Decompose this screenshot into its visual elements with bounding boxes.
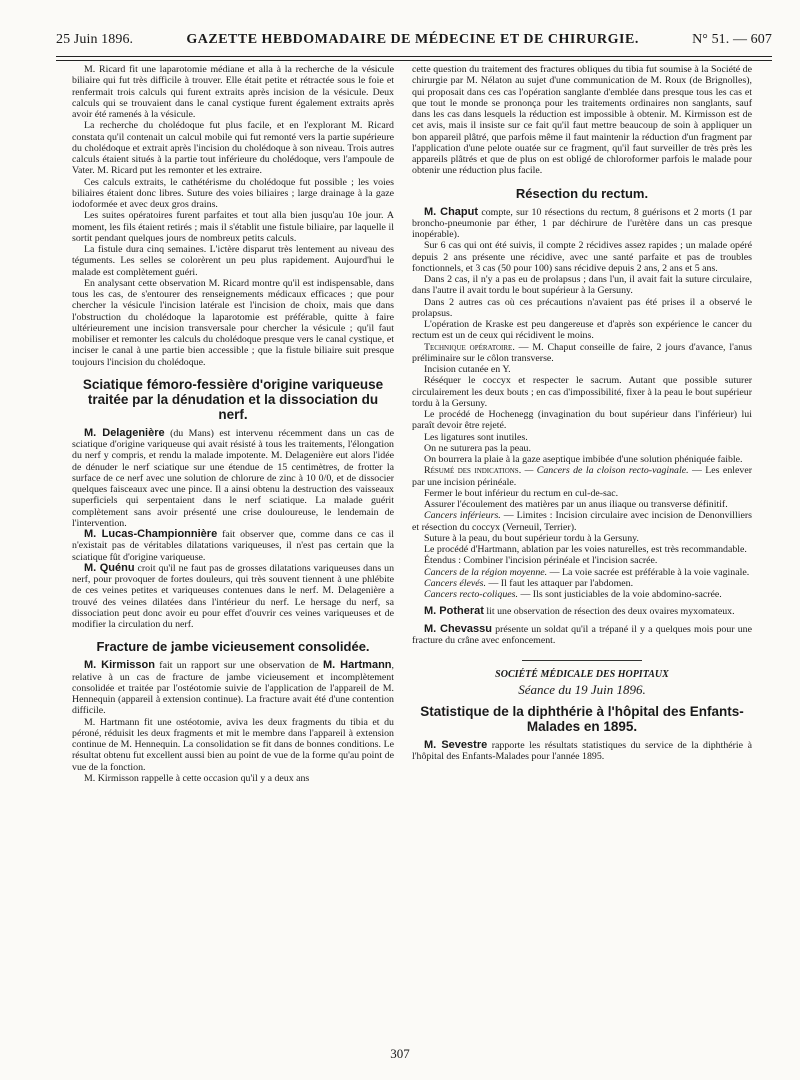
header-rule bbox=[56, 56, 772, 61]
paragraph-text: croit qu'il ne faut pas de grosses dilatations variqueuses dans un nerf, pour provoquer de fortes douleurs, qui très souvent tiennent à une phlébite de ces veines petites et variqueuses contenues dans le nerf. M. Delagenière a trouvé des veines dilatées dans l'intérieur du nerf. Le hersage du nerf, sa dissociation peut donc avoir eu pour effet d'ouvrir ces veines variqueuses et de modifier la circulation du nerf. bbox=[72, 562, 395, 630]
italic-text: — Cancers de la cloison recto-vaginale. bbox=[521, 465, 689, 477]
paragraph bbox=[412, 578, 752, 589]
run-in-label: Résumé des indications. bbox=[424, 465, 522, 477]
paragraph-text: rapporte les résultats statistiques du service de la diphthérie à l'hôpital des Enfants-Malades pour l'année 1895. bbox=[412, 739, 752, 762]
paragraph: Réséquer le coccyx et respecter le sacrum. Autant que possible suturer circulairement les deux bouts ; en cas d'impossibilité, fixer à la peau le bout supérieur tordu à la Gersuny. bbox=[412, 375, 752, 409]
paragraph bbox=[412, 207, 752, 241]
italic-text: Cancers de la région moyenne. bbox=[424, 566, 548, 578]
page-folio: 307 bbox=[390, 1046, 410, 1061]
paragraph: On ne suturera pas la peau. bbox=[424, 442, 531, 454]
paragraph-text: fait observer que, comme dans ce cas il n'existait pas de véritables dilatations variqueuses, il n'est pas certain que la sciatique fût d'origine variqueuse. bbox=[72, 529, 395, 563]
section-heading-rectum: Résection du rectum. bbox=[515, 185, 649, 201]
paragraph: On bourrera la plaie à la gaze aseptique imbibée d'une solution phéniquée faible. bbox=[424, 454, 743, 465]
author-name: M. Potherat bbox=[424, 605, 484, 618]
paragraph-text: — Les enlever par une incision périnéale. bbox=[412, 465, 752, 488]
author-name: M. Chaput bbox=[424, 205, 479, 218]
right-column bbox=[412, 64, 752, 762]
author-name: M. Kirmisson bbox=[84, 659, 155, 672]
paragraph bbox=[72, 428, 394, 529]
section-heading-diphtherie: Statistique de la diphthérie à l'hôpital des Enfants-Malades en 1895. bbox=[420, 703, 744, 734]
paragraph-text: présente un soldat qu'il a trépané il y a quelques mois pour une fracture du crâne avec enfoncement. bbox=[412, 623, 752, 646]
paragraph: M. Hartmann fit une ostéotomie, aviva les deux fragments du tibia et du péroné, réduisit les deux fragments et mit le membre dans l'appareil à extension continue de M. Hennequin. La consolidation se fit dans de bonnes conditions. Le résultat obtenu fut excellent aussi bien au point de vue de la forme qu'au point de vue de la fonction. bbox=[72, 716, 394, 773]
paragraph: La recherche du cholédoque fut plus facile, et en l'explorant M. Ricard constata qu'il contenait un calcul mobile qui fut remonté vers la partie supérieure du cholédoque et extrait après l'incision du cholédoque à son niveau. Trois autres calculs étaient situés à la partie tout inférieure du cholédoque, vers l'ampoule de Vater. M. Ricard put les remonter et les extraire. bbox=[72, 120, 394, 177]
paragraph-text: — Ils sont justiciables de la voie abdomino-sacrée. bbox=[517, 589, 722, 600]
paragraph-text: — La voie sacrée est préférable à la voie vaginale. bbox=[547, 566, 750, 578]
paragraph: Les ligatures sont inutiles. bbox=[424, 431, 528, 443]
running-header bbox=[56, 32, 772, 54]
author-name: M. Quénu bbox=[84, 561, 135, 574]
paragraph bbox=[412, 740, 752, 763]
paragraph bbox=[412, 567, 752, 578]
paragraph-text: fait un rapport sur une observation de bbox=[154, 660, 324, 672]
paragraph-text: — Il faut les attaquer par l'abdomen. bbox=[485, 577, 634, 589]
run-in-label: Technique opératoire. bbox=[424, 341, 515, 353]
paragraph: Fermer le bout inférieur du rectum en cul-de-sac. bbox=[424, 487, 619, 499]
paragraph bbox=[72, 563, 394, 631]
paragraph: Les suites opératoires furent parfaites et tout alla bien jusqu'au 10e jour. A moment, les fils étaient retirés ; mais il s'établit une fistule biliaire, par laquelle il sortit pendant quelques jours de nombreux petits calculs. bbox=[72, 210, 394, 244]
paragraph-text: lit une observation de résection des deux ovaires myxomateux. bbox=[483, 606, 735, 618]
paragraph: Dans 2 cas, il n'y a pas eu de prolapsus ; dans l'un, il avait fait la suture circulaire, dans l'autre il avait tordu le bout supérieur à la Gersuny. bbox=[412, 274, 752, 297]
paragraph: Assurer l'écoulement des matières par un anus iliaque ou transverse définitif. bbox=[424, 499, 728, 510]
paragraph bbox=[412, 624, 752, 647]
paragraph: cette question du traitement des fractures obliques du tibia fut soumise à la Société de chirurgie par M. Nélaton au sujet d'une communication de M. Roux (de Brignolles), qui proposait dans ces cas l'opération sanglante d'emblée dans presque tous les cas et que tout le monde se prononça pour les traitements ordinaires non sanglants, sauf dans les cas dans lesquels la réduction est impossible à obtenir. M. Kirmisson est de cet avis, mais il insiste sur ce fait qu'il faut mettre beaucoup de soin à appliquer un bon appareil plâtré, que parfois même il faut maintenir la réduction d'un fragment par l'application d'une pelote ouatée sur ce fragment, qu'il faut surveiller de très près les appareils plâtrés et que de plus on est obligé de chloroformer parfois le malade pour obtenir une réduction plus facile. bbox=[412, 64, 752, 177]
italic-text: Cancers élevés. bbox=[424, 577, 486, 589]
author-name: M. Chevassu bbox=[424, 622, 492, 635]
journal-title: GAZETTE HEBDOMADAIRE DE MÉDECINE ET DE CHIRURGIE. bbox=[186, 32, 639, 47]
issue-page-number: N° 51. — 607 bbox=[692, 32, 772, 47]
paragraph: M. Kirmisson rappelle à cette occasion qu'il y a deux ans bbox=[84, 772, 310, 784]
paragraph bbox=[72, 660, 394, 716]
paragraph: Dans 2 autres cas où ces précautions n'avaient pas été prises il a observé le prolapsus. bbox=[412, 296, 752, 319]
author-name: M. Sevestre bbox=[424, 738, 488, 751]
paragraph bbox=[412, 606, 752, 617]
paragraph: En analysant cette observation M. Ricard montre qu'il est indispensable, dans tous les cas, de s'entourer des renseignements médicaux efficaces ; que pour chercher la vésicule l'incision latérale est l'incision de choix, mais que dans l'obstruction du cholédoque la laparotomie est préférable, quitte à faire ultérieurement une incision transversale pour chercher la vésicule ; qu'il faut mobiliser et remonter les calculs du cholédoque presque vers le canal cystique, et inciser le canal à une partie bien accessible ; que la fistule biliaire suit presque toujours l'incision du cholédoque. bbox=[72, 277, 394, 368]
paragraph: M. Ricard fit une laparotomie médiane et alla à la recherche de la vésicule biliaire qui fut très difficile à trouver. Elle était petite et rétractée sous le foie et renfermait trois calculs qui furent extraits après incision de la vésicule. Deux calculs qui se trouvaient dans le canal cystique furent également extraits après avoir été ramenés à la vésicule. bbox=[72, 64, 394, 120]
paragraph: Incision cutanée en Y. bbox=[424, 364, 511, 375]
paragraph: Ces calculs extraits, le cathétérisme du cholédoque fut possible ; les voies biliaires étaient donc libres. Suture des voies biliaires ; large drainage à la gaze iodoformée et avec deux gros drains. bbox=[72, 176, 394, 210]
author-name: M. Delagenière bbox=[84, 426, 165, 439]
paragraph bbox=[412, 510, 752, 533]
section-heading-fracture: Fracture de jambe vicieusement consolidée. bbox=[96, 639, 370, 655]
paragraph: Sur 6 cas qui ont été suivis, il compte 2 récidives assez rapides ; un malade opéré depuis 2 ans présente une récidive, avec une santé parfaite et pas de troubles fonctionnels, et 3 cas (50 pour 100) sans récidive depuis 2 ans, 2 ans et 5 ans. bbox=[412, 240, 752, 274]
paragraph: Le procédé d'Hartmann, ablation par les voies naturelles, est très recommandable. bbox=[424, 544, 747, 555]
paragraph-text: compte, sur 10 résections du rectum, 8 guérisons et 2 morts (1 par broncho-pneumonie par éther, 1 par déchirure de l'urètère dans un cas presque inopérable). bbox=[412, 206, 752, 240]
paragraph: Suture à la peau, du bout supérieur tordu à la Gersuny. bbox=[424, 532, 639, 544]
society-name: SOCIÉTÉ MÉDICALE DES HOPITAUX bbox=[495, 669, 669, 680]
paragraph: La fistule dura cinq semaines. L'ictère disparut très lentement au niveau des téguments. Les selles se colorèrent un peu plus rapidement. Aujourd'hui le malade est complètement guéri. bbox=[72, 244, 394, 278]
author-name: M. Lucas-Championnière bbox=[84, 528, 218, 540]
paragraph-text: — M. Chaput conseille de faire, 2 jours d'avance, l'anus préliminaire sur le côlon transverse. bbox=[412, 341, 752, 364]
paragraph bbox=[72, 529, 394, 563]
left-column bbox=[72, 64, 394, 784]
paragraph-text: (du Mans) est intervenu récemment dans un cas de sciatique d'origine variqueuse qui avait résisté à tous les traitements, l'élongation du nerf y compris, et rendu la malade impotente. M. Delagenière eut alors l'idée de dénuder le nerf sciatique sur une étendue de 15 centimètres, de frotter la surface de ce nerf avec une solution de chlorure de zinc à 10 0/0, et de dissocier quelques faisceaux avec une pince. Il a ainsi obtenu la destruction des vaisseaux superficiels qui serpentaient dans le nerf sciatique. La malade guérit complètement sans avoir présenté une crise douloureuse, le lendemain de l'intervention. bbox=[72, 427, 395, 529]
section-divider bbox=[522, 660, 642, 661]
section-heading-sciatique: Sciatique fémoro-fessière d'origine variqueuse traitée par la dénudation et la dissociation du nerf. bbox=[82, 376, 384, 422]
paragraph-text: , relative à un cas de fracture de jambe vicieusement et incomplètement consolidée et traitée par l'ostéotomie suivie de l'application de l'appareil de M. Hennequin (appareil à extension continue). La fracture avait été d'une contention difficile. bbox=[72, 660, 394, 717]
paragraph: Étendus : Combiner l'incision périnéale et l'incision sacrée. bbox=[424, 555, 658, 567]
paragraph: Le procédé de Hochenegg (invagination du bout supérieur dans l'inférieur) lui paraît devoir être rejeté. bbox=[412, 409, 752, 432]
paragraph: L'opération de Kraske est peu dangereuse et d'après son expérience le cancer du rectum est un de ceux qui récidivent le moins. bbox=[412, 319, 752, 342]
paragraph-text: — Limites : Incision circulaire avec incision de Denonvilliers et résection du coccyx (Verneuil, Terrier). bbox=[412, 510, 752, 533]
paragraph bbox=[412, 465, 752, 488]
paragraph bbox=[412, 589, 752, 600]
italic-text: Cancers inférieurs. bbox=[424, 510, 501, 522]
header-date: 25 Juin 1896. bbox=[56, 32, 134, 47]
author-name: M. Hartmann bbox=[323, 659, 392, 672]
session-date: Séance du 19 Juin 1896. bbox=[518, 682, 646, 698]
paragraph bbox=[412, 342, 752, 365]
italic-text: Cancers recto-coliques. bbox=[424, 589, 518, 600]
